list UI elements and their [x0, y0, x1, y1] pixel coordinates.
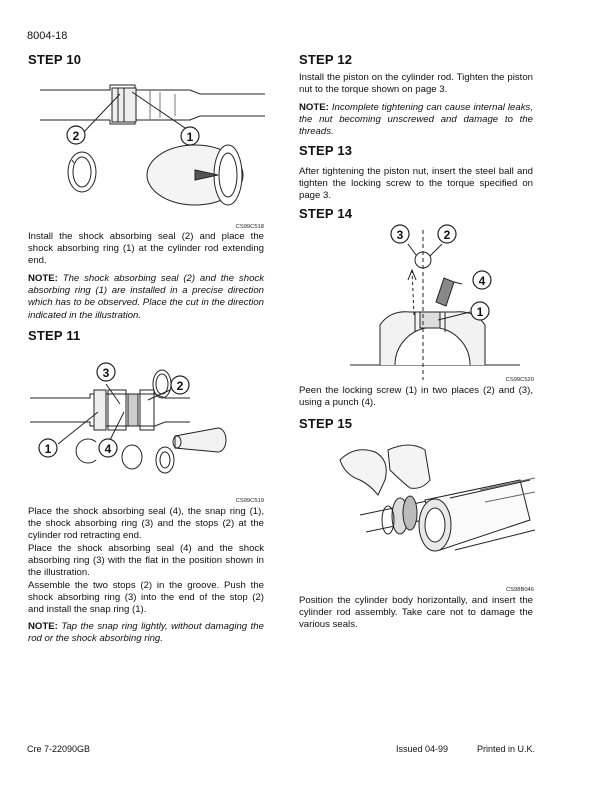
- step-15-illustration: [330, 440, 535, 590]
- step-11-note-text: Tap the snap ring lightly, without damaging the rod or the shock absorbing ring.: [28, 621, 264, 645]
- step-14-callout-3: 3: [396, 228, 404, 242]
- step-14-figure-code: CS99C520: [505, 377, 534, 383]
- step-15-figure-code: CS98B046: [505, 587, 534, 593]
- footer-document-code: Cre 7-22090GB: [27, 744, 91, 754]
- step-11-callout-1: 1: [44, 442, 52, 456]
- step-12-text: Install the piston on the cylinder rod. Tighten the piston nut to the torque shown on page 3.: [299, 72, 533, 96]
- step-11-heading: STEP 11: [28, 328, 81, 343]
- step-10-illustration: [40, 80, 270, 230]
- step-14-callout-4: 4: [478, 274, 486, 288]
- step-12-note-label: NOTE:: [299, 102, 329, 113]
- step-15-text: Position the cylinder body horizontally, and insert the cylinder rod assembly. Take care not to damage the various seals.: [299, 595, 533, 631]
- step-10-note: [28, 273, 264, 322]
- step-10-callout-2: 2: [72, 129, 80, 143]
- step-10-figure-code: CS99C518: [235, 224, 264, 230]
- step-11-note: [28, 621, 264, 645]
- step-11-callout-3: 3: [102, 366, 110, 380]
- step-10-note-label: NOTE:: [28, 273, 58, 284]
- step-15-heading: STEP 15: [299, 416, 353, 431]
- step-13-text: After tightening the piston nut, insert the steel ball and tighten the locking screw to the torque specified on page 3.: [299, 166, 533, 202]
- step-14-callout-2: 2: [443, 228, 451, 242]
- step-11-note-label: NOTE:: [28, 621, 58, 632]
- step-11-text-3: Assemble the two stops (2) in the groove. Push the shock absorbing ring (3) into the end of the stop (2) and install the snap ring (1).: [28, 580, 264, 616]
- step-13-heading: STEP 13: [299, 143, 353, 158]
- step-11-text-1: Place the shock absorbing seal (4), the snap ring (1), the shock absorbing ring (3) and the stops (2) at the cylinder rod retracting end.: [28, 506, 264, 542]
- footer-issued: Issued 04-99: [396, 744, 449, 754]
- step-14-illustration: [350, 220, 530, 380]
- step-12-note: [299, 102, 533, 139]
- step-11-callout-4: 4: [104, 442, 112, 456]
- step-14-callout-1: 1: [476, 305, 484, 319]
- step-12-heading: STEP 12: [299, 52, 353, 67]
- step-14-text: Peen the locking screw (1) in two places (2) and (3), using a punch (4).: [299, 385, 533, 409]
- footer-printed: Printed in U.K.: [477, 744, 536, 754]
- step-12-note-text: Incomplete tightening can cause internal leaks, the nut becoming unscrewed and damage to the threads.: [299, 102, 533, 138]
- step-10-callout-1: 1: [186, 130, 194, 144]
- step-11-figure-code: CS99C519: [235, 498, 264, 504]
- step-11-callout-2: 2: [176, 379, 184, 393]
- page-number: 8004-18: [27, 30, 68, 42]
- step-11-text-2: Place the shock absorbing seal (4) and the shock absorbing ring (3) with the flat in the position shown in the illustration.: [28, 543, 264, 579]
- step-14-heading: STEP 14: [299, 206, 353, 221]
- step-11-illustration: [30, 360, 260, 500]
- step-10-note-text: The shock absorbing seal (2) and the shock absorbing ring (1) are installed in a precise direction which has to be observed. Place the cut in the direction indicated in the illustration.: [28, 273, 264, 321]
- step-10-text: Install the shock absorbing seal (2) and place the shock absorbing ring (1) at the cylinder rod extending end.: [28, 231, 264, 267]
- step-10-heading: STEP 10: [28, 52, 82, 67]
